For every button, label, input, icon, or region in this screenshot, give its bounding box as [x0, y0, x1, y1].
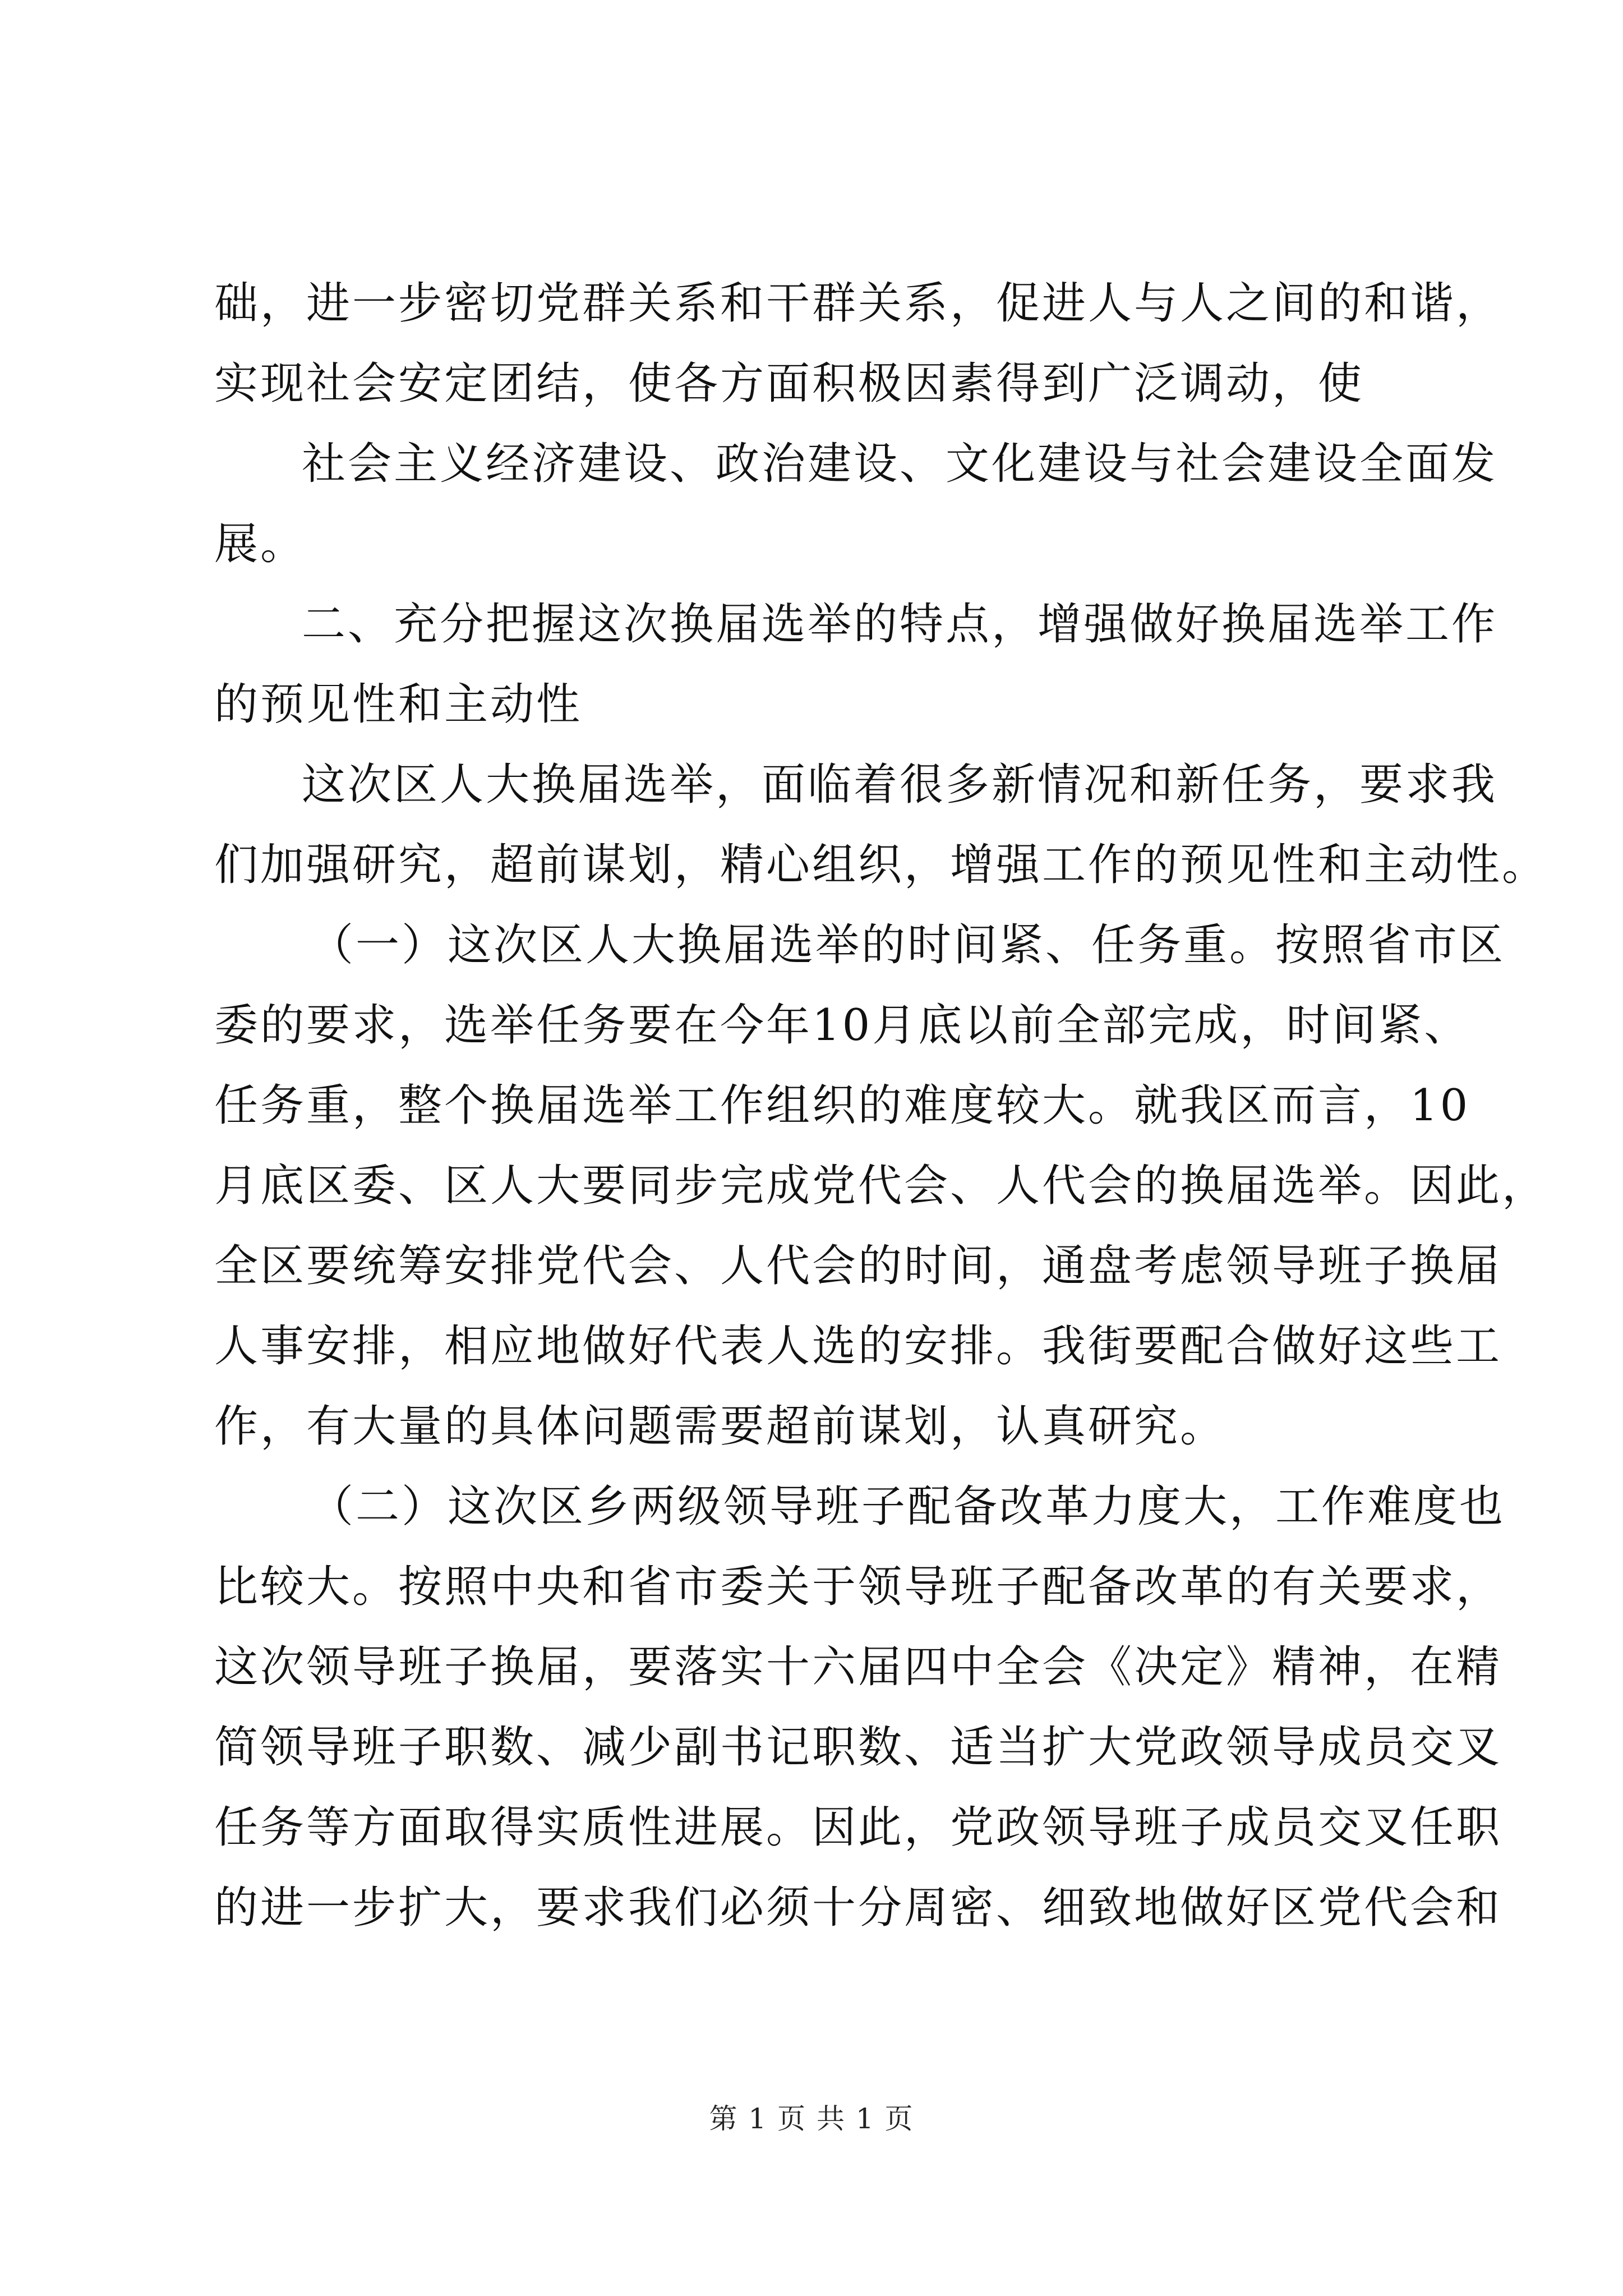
text-line: 委的要求，选举任务要在今年10月底以前全部完成，时间紧、 [214, 1000, 1470, 1051]
text-line: 人事安排，相应地做好代表人选的安排。我街要配合做好这些工 [214, 1321, 1502, 1372]
text-line: （一）这次区人大换届选举的时间紧、任务重。按照省市区 [310, 920, 1506, 970]
text-line: 的进一步扩大，要求我们必须十分周密、细致地做好区党代会和 [214, 1883, 1502, 1933]
text-line: 作，有大量的具体问题需要超前谋划，认真研究。 [214, 1401, 1227, 1452]
text-line: 月底区委、区人大要同步完成党代会、人代会的换届选举。因此， [214, 1161, 1548, 1211]
text-line: 们加强研究，超前谋划，精心组织，增强工作的预见性和主动性。 [214, 840, 1548, 890]
text-line: 简领导班子职数、减少副书记职数、适当扩大党政领导成员交叉 [214, 1722, 1502, 1773]
text-line: （二）这次区乡两级领导班子配备改革力度大，工作难度也 [310, 1481, 1506, 1532]
text-line: 社会主义经济建设、政治建设、文化建设与社会建设全面发 [302, 439, 1498, 489]
text-line: 展。 [214, 519, 307, 569]
text-line: 这次区人大换届选举，面临着很多新情况和新任务，要求我 [302, 760, 1498, 810]
text-line: 实现社会安定团结，使各方面积极因素得到广泛调动，使 [214, 358, 1364, 409]
document-body [214, 264, 1548, 1948]
text-line: 任务等方面取得实质性进展。因此，党政领导班子成员交叉任职 [214, 1802, 1502, 1853]
section-heading-continued: 的预见性和主动性 [214, 679, 583, 730]
text-line: 全区要统筹安排党代会、人代会的时间，通盘考虑领导班子换届 [214, 1241, 1502, 1291]
text-line: 础，进一步密切党群关系和干群关系，促进人与人之间的和谐， [214, 278, 1502, 329]
text-line: 比较大。按照中央和省市委关于领导班子配备改革的有关要求， [214, 1562, 1502, 1612]
section-heading: 二、充分把握这次换届选举的特点，增强做好换届选举工作 [302, 599, 1498, 650]
text-line: 这次领导班子换届，要落实十六届四中全会《决定》精神，在精 [214, 1642, 1502, 1692]
text-line: 任务重，整个换届选举工作组织的难度较大。就我区而言，10 [214, 1080, 1470, 1131]
page-footer: 第 1 页 共 1 页 [709, 2102, 914, 2135]
